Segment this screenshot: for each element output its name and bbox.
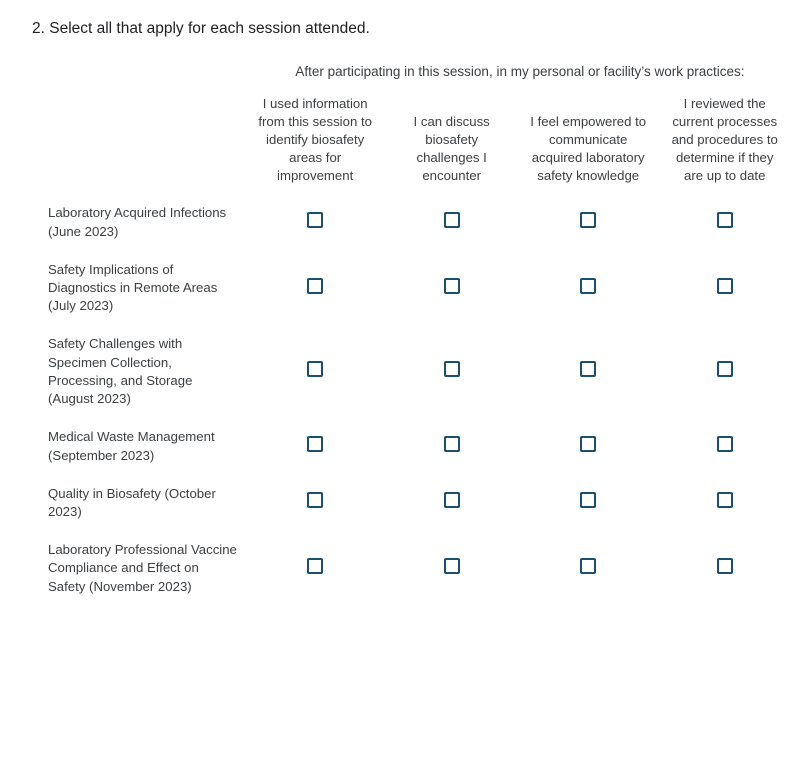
column-header-3: I feel empowered to communicate acquired laboratory safety knowledge [530, 114, 647, 183]
checkbox-icon[interactable] [307, 278, 323, 294]
checkbox-icon[interactable] [717, 361, 733, 377]
checkbox-cell-r3c3[interactable] [520, 325, 657, 418]
checkbox-cell-r6c1[interactable] [247, 531, 384, 606]
checkbox-cell-r5c3[interactable] [520, 475, 657, 531]
row-label-3: Safety Challenges with Specimen Collection, Processing, and Storage (August 2023) [48, 336, 193, 407]
checkbox-cell-r3c1[interactable] [247, 325, 384, 418]
checkbox-cell-r4c3[interactable] [520, 418, 657, 474]
checkbox-icon[interactable] [580, 361, 596, 377]
checkbox-cell-r4c1[interactable] [247, 418, 384, 474]
page-title: 2. Select all that apply for each session attended. [32, 20, 370, 37]
checkbox-cell-r1c2[interactable] [383, 194, 520, 250]
checkbox-icon[interactable] [717, 436, 733, 452]
checkbox-icon[interactable] [444, 558, 460, 574]
checkbox-cell-r1c4[interactable] [656, 194, 793, 250]
grid-corner-cell [14, 62, 247, 96]
table-row [14, 531, 793, 606]
table-row [14, 251, 793, 326]
checkbox-icon[interactable] [444, 492, 460, 508]
row-label-6: Laboratory Professional Vaccine Compliance and Effect on Safety (November 2023) [48, 542, 237, 594]
grid-corner-cell-2 [14, 95, 247, 194]
checkbox-cell-r6c4[interactable] [656, 531, 793, 606]
checkbox-cell-r5c4[interactable] [656, 475, 793, 531]
table-row [14, 418, 793, 474]
checkbox-cell-r2c1[interactable] [247, 251, 384, 326]
checkbox-grid [14, 62, 793, 606]
checkbox-icon[interactable] [444, 212, 460, 228]
checkbox-icon[interactable] [580, 212, 596, 228]
checkbox-icon[interactable] [580, 436, 596, 452]
checkbox-cell-r1c3[interactable] [520, 194, 657, 250]
row-label-1: Laboratory Acquired Infections (June 2023) [48, 205, 227, 239]
grid-group-header: After participating in this session, in my personal or facility’s work practices: [295, 63, 745, 79]
checkbox-cell-r6c3[interactable] [520, 531, 657, 606]
checkbox-icon[interactable] [444, 436, 460, 452]
checkbox-cell-r2c4[interactable] [656, 251, 793, 326]
checkbox-cell-r5c1[interactable] [247, 475, 384, 531]
checkbox-icon[interactable] [444, 361, 460, 377]
table-row [14, 325, 793, 418]
row-label-5: Quality in Biosafety (October 2023) [48, 485, 216, 519]
checkbox-icon[interactable] [580, 278, 596, 294]
checkbox-cell-r6c2[interactable] [383, 531, 520, 606]
row-label-4: Medical Waste Management (September 2023) [48, 429, 215, 463]
checkbox-icon[interactable] [580, 558, 596, 574]
checkbox-icon[interactable] [307, 361, 323, 377]
grid-group-header-row [14, 62, 793, 96]
table-row [14, 194, 793, 250]
checkbox-icon[interactable] [444, 278, 460, 294]
row-label-2: Safety Implications of Diagnostics in Remote Areas (July 2023) [48, 261, 218, 314]
column-header-2: I can discuss biosafety challenges I encounter [413, 114, 490, 183]
table-row [14, 475, 793, 531]
column-header-4: I reviewed the current processes and procedures to determine if they are up to date [671, 96, 778, 183]
checkbox-icon[interactable] [717, 278, 733, 294]
checkbox-cell-r1c1[interactable] [247, 194, 384, 250]
checkbox-cell-r3c4[interactable] [656, 325, 793, 418]
checkbox-icon[interactable] [717, 212, 733, 228]
checkbox-icon[interactable] [307, 436, 323, 452]
checkbox-cell-r4c4[interactable] [656, 418, 793, 474]
checkbox-icon[interactable] [307, 558, 323, 574]
checkbox-icon[interactable] [717, 492, 733, 508]
checkbox-cell-r3c2[interactable] [383, 325, 520, 418]
checkbox-icon[interactable] [307, 492, 323, 508]
checkbox-icon[interactable] [580, 492, 596, 508]
checkbox-icon[interactable] [717, 558, 733, 574]
checkbox-icon[interactable] [307, 212, 323, 228]
checkbox-cell-r5c2[interactable] [383, 475, 520, 531]
checkbox-cell-r2c3[interactable] [520, 251, 657, 326]
checkbox-cell-r2c2[interactable] [383, 251, 520, 326]
checkbox-cell-r4c2[interactable] [383, 418, 520, 474]
column-header-1: I used information from this session to identify biosafety areas for improvement [258, 96, 372, 183]
grid-column-header-row [14, 95, 793, 194]
